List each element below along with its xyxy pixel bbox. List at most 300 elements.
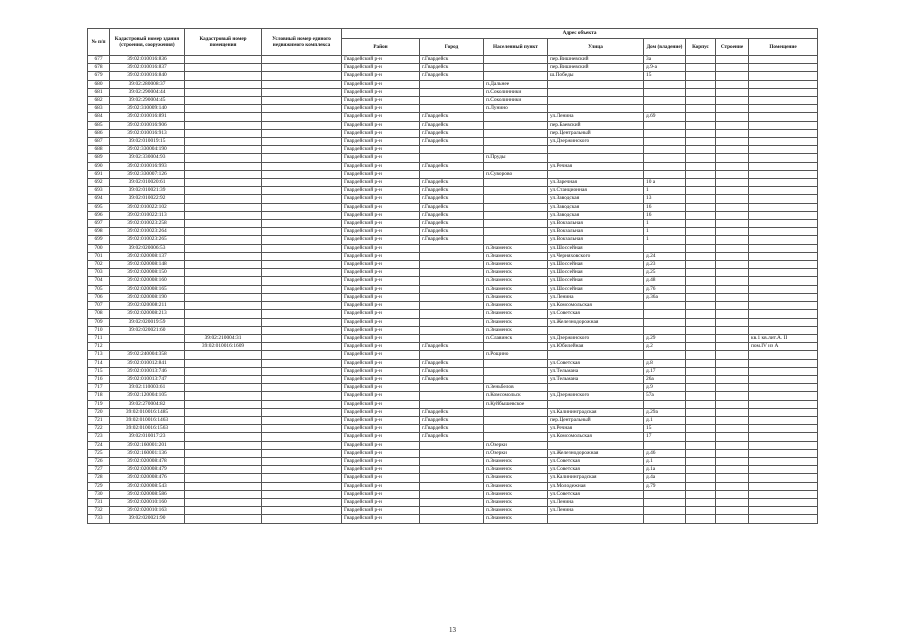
cell-locality: п.Славинск [484, 334, 548, 342]
cell-cadastral: 39:02:010023:265 [110, 236, 185, 244]
cell-room [749, 457, 818, 465]
cell-building [716, 187, 749, 195]
cell-city [420, 80, 484, 88]
cell-cadastral: 39:02:240004:358 [110, 351, 185, 359]
cell-conditional [262, 80, 342, 88]
cell-locality [484, 367, 548, 375]
table-row [88, 408, 818, 416]
table-row [88, 474, 818, 482]
cell-cadastral: 39:02:020008:148 [110, 261, 185, 269]
cell-city [420, 400, 484, 408]
cell-locality: п.Знаменск [484, 474, 548, 482]
cell-corpus [686, 220, 716, 228]
cell-locality: п.Пруды [484, 154, 548, 162]
cell-locality: п.Озерки [484, 441, 548, 449]
cell-room [749, 310, 818, 318]
cell-street [548, 146, 644, 154]
cell-num: 723 [88, 433, 110, 441]
cell-conditional [262, 302, 342, 310]
cell-building [716, 343, 749, 351]
cell-building [716, 408, 749, 416]
cell-street: ул.Советская [548, 490, 644, 498]
cell-room [749, 146, 818, 154]
cell-room [749, 269, 818, 277]
cell-city [420, 474, 484, 482]
cell-city [420, 261, 484, 269]
cell-street: ул.Комсомольская [548, 433, 644, 441]
cell-building [716, 97, 749, 105]
cell-house: 15 [644, 72, 686, 80]
cell-house: д.36а [644, 293, 686, 301]
cell-locality [484, 228, 548, 236]
cell-building [716, 179, 749, 187]
cell-street [548, 80, 644, 88]
cell-building [716, 203, 749, 211]
cell-street: ул.Речная [548, 425, 644, 433]
cell-corpus [686, 507, 716, 515]
table-row [88, 105, 818, 113]
cell-city [420, 466, 484, 474]
cell-district: Гвардейский р-н [342, 359, 420, 367]
cell-num: 687 [88, 138, 110, 146]
cell-room [749, 162, 818, 170]
cell-room [749, 187, 818, 195]
cell-cadastral: 39:02:020021:90 [110, 515, 185, 523]
cell-city: г.Гвардейск [420, 179, 484, 187]
cell-room [749, 351, 818, 359]
cell-building [716, 129, 749, 137]
cell-district: Гвардейский р-н [342, 433, 420, 441]
cell-room [749, 482, 818, 490]
cell-cadastral-room [185, 310, 262, 318]
cell-cadastral: 39:02:010012:841 [110, 359, 185, 367]
table-row [88, 244, 818, 252]
cell-room [749, 252, 818, 260]
cell-locality: п.Знаменск [484, 498, 548, 506]
cell-district: Гвардейский р-н [342, 146, 420, 154]
cell-room [749, 416, 818, 424]
cell-num: 711 [88, 334, 110, 342]
cell-district: Гвардейский р-н [342, 326, 420, 334]
cell-conditional [262, 277, 342, 285]
cell-locality: п.Знаменск [484, 285, 548, 293]
cell-num: 721 [88, 416, 110, 424]
cell-num: 690 [88, 162, 110, 170]
cell-cadastral: 39:02:010022:92 [110, 195, 185, 203]
cell-conditional [262, 138, 342, 146]
cell-corpus [686, 466, 716, 474]
cell-room [749, 113, 818, 121]
cell-house [644, 129, 686, 137]
cell-cadastral-room [185, 277, 262, 285]
cell-corpus [686, 105, 716, 113]
cell-street [548, 384, 644, 392]
cell-house: д.76 [644, 285, 686, 293]
cell-conditional [262, 392, 342, 400]
cell-building [716, 72, 749, 80]
cell-locality [484, 187, 548, 195]
cell-street [548, 351, 644, 359]
cell-num: 703 [88, 269, 110, 277]
cell-cadastral-room [185, 482, 262, 490]
cell-house: 16 [644, 211, 686, 219]
cell-locality: п.Знаменск [484, 244, 548, 252]
cell-room [749, 261, 818, 269]
cell-room [749, 375, 818, 383]
cell-cadastral: 39:02:020008:586 [110, 490, 185, 498]
cell-district: Гвардейский р-н [342, 449, 420, 457]
cell-city [420, 285, 484, 293]
cell-building [716, 449, 749, 457]
cell-street: ул.Речная [548, 162, 644, 170]
cell-corpus [686, 310, 716, 318]
cell-num: 718 [88, 392, 110, 400]
cell-num: 680 [88, 80, 110, 88]
cell-locality: п.Знаменск [484, 457, 548, 465]
cell-building [716, 498, 749, 506]
table-row [88, 80, 818, 88]
cell-locality: п.Знаменск [484, 277, 548, 285]
cell-conditional [262, 498, 342, 506]
cell-street: ул.Шоссейная [548, 261, 644, 269]
cell-room [749, 359, 818, 367]
cell-building [716, 367, 749, 375]
cell-cadastral-room [185, 367, 262, 375]
cell-street [548, 326, 644, 334]
cell-cadastral-room [185, 384, 262, 392]
table-row [88, 498, 818, 506]
cell-house: 16 [644, 203, 686, 211]
cell-house: 1 [644, 228, 686, 236]
cell-corpus [686, 187, 716, 195]
cell-room: кв.1 кв.лит.А. II [749, 334, 818, 342]
cell-district: Гвардейский р-н [342, 457, 420, 465]
cell-num: 702 [88, 261, 110, 269]
cell-city [420, 244, 484, 252]
cell-district: Гвардейский р-н [342, 302, 420, 310]
cell-city: г.Гвардейск [420, 113, 484, 121]
cell-cadastral-room [185, 351, 262, 359]
cell-district: Гвардейский р-н [342, 88, 420, 96]
cell-corpus [686, 482, 716, 490]
cell-locality [484, 195, 548, 203]
cell-city: г.Гвардейск [420, 343, 484, 351]
cell-room [749, 121, 818, 129]
cell-building [716, 359, 749, 367]
cell-corpus [686, 392, 716, 400]
cell-cadastral: 39:02:020021:60 [110, 326, 185, 334]
cell-locality [484, 236, 548, 244]
cell-num: 678 [88, 64, 110, 72]
cell-cadastral: 39:02:290004:44 [110, 88, 185, 96]
table-row [88, 375, 818, 383]
cell-city [420, 170, 484, 178]
cell-cadastral: 39:02:020008:190 [110, 293, 185, 301]
cell-num: 709 [88, 318, 110, 326]
cell-district: Гвардейский р-н [342, 261, 420, 269]
cell-district: Гвардейский р-н [342, 187, 420, 195]
cell-locality: п.Суворово [484, 170, 548, 178]
cell-house: д.46 [644, 449, 686, 457]
cell-corpus [686, 318, 716, 326]
table-row [88, 449, 818, 457]
cell-building [716, 433, 749, 441]
cell-num: 683 [88, 105, 110, 113]
cell-cadastral: 39:02:010023:264 [110, 228, 185, 236]
cell-room [749, 277, 818, 285]
cell-building [716, 490, 749, 498]
table-row [88, 466, 818, 474]
cell-cadastral-room [185, 170, 262, 178]
cell-cadastral: 39:02:290004:45 [110, 97, 185, 105]
cell-building [716, 285, 749, 293]
cell-street: ул.Тельмана [548, 367, 644, 375]
table-row [88, 425, 818, 433]
cell-building [716, 277, 749, 285]
cell-cadastral-room [185, 97, 262, 105]
cell-cadastral: 39:02:020010:163 [110, 507, 185, 515]
cell-conditional [262, 105, 342, 113]
table-row [88, 154, 818, 162]
table-row [88, 302, 818, 310]
cell-conditional [262, 343, 342, 351]
cell-city: г.Гвардейск [420, 195, 484, 203]
cell-street: пер.Центральный [548, 416, 644, 424]
cell-house: 3а [644, 56, 686, 64]
cell-conditional [262, 211, 342, 219]
cell-num: 733 [88, 515, 110, 523]
cell-district: Гвардейский р-н [342, 72, 420, 80]
table-row [88, 187, 818, 195]
cell-locality [484, 375, 548, 383]
cell-building [716, 228, 749, 236]
cell-locality: п.Знаменск [484, 466, 548, 474]
cell-cadastral: 39:02:010021:39 [110, 187, 185, 195]
cell-city: г.Гвардейск [420, 425, 484, 433]
cell-street: ул.Дзержинского [548, 392, 644, 400]
table-row [88, 162, 818, 170]
cell-cadastral-room [185, 203, 262, 211]
cell-district: Гвардейский р-н [342, 121, 420, 129]
table-row [88, 269, 818, 277]
cell-house: д.8 [644, 359, 686, 367]
cell-conditional [262, 482, 342, 490]
cell-room [749, 236, 818, 244]
cell-cadastral-room [185, 138, 262, 146]
cell-num: 706 [88, 293, 110, 301]
cell-city [420, 269, 484, 277]
cell-cadastral-room [185, 474, 262, 482]
cell-house: д.25 [644, 269, 686, 277]
cell-street: ул.Молодежная [548, 482, 644, 490]
cell-locality [484, 129, 548, 137]
cell-building [716, 334, 749, 342]
cell-district: Гвардейский р-н [342, 64, 420, 72]
cell-conditional [262, 56, 342, 64]
cell-num: 730 [88, 490, 110, 498]
cell-district: Гвардейский р-н [342, 482, 420, 490]
cell-cadastral-room [185, 416, 262, 424]
cell-conditional [262, 359, 342, 367]
cell-district: Гвардейский р-н [342, 138, 420, 146]
cell-district: Гвардейский р-н [342, 162, 420, 170]
cell-house: 57а [644, 392, 686, 400]
cell-num: 684 [88, 113, 110, 121]
cell-num: 701 [88, 252, 110, 260]
cell-house [644, 154, 686, 162]
cell-house: д.4а [644, 474, 686, 482]
cell-num: 695 [88, 203, 110, 211]
cell-num: 685 [88, 121, 110, 129]
cell-corpus [686, 170, 716, 178]
table-row [88, 400, 818, 408]
cell-district: Гвардейский р-н [342, 56, 420, 64]
cell-house [644, 400, 686, 408]
cell-district: Гвардейский р-н [342, 211, 420, 219]
cell-city [420, 293, 484, 301]
cell-room [749, 433, 818, 441]
cell-conditional [262, 326, 342, 334]
table-row [88, 146, 818, 154]
cell-house: д.2 [644, 343, 686, 351]
cell-locality [484, 425, 548, 433]
cell-cadastral-room [185, 457, 262, 465]
cell-num: 729 [88, 482, 110, 490]
cell-city: г.Гвардейск [420, 203, 484, 211]
cell-cadastral: 39:02:020008:479 [110, 466, 185, 474]
cell-building [716, 244, 749, 252]
cell-street: ул.Калининградская [548, 408, 644, 416]
cell-street: ул.Юбилейная [548, 343, 644, 351]
table-row [88, 228, 818, 236]
cell-cadastral: 39:02:020008:213 [110, 310, 185, 318]
cell-conditional [262, 515, 342, 523]
cell-street: ул.Заводская [548, 203, 644, 211]
cell-conditional [262, 244, 342, 252]
cell-house [644, 441, 686, 449]
cell-corpus [686, 384, 716, 392]
cell-num: 712 [88, 343, 110, 351]
cell-room [749, 80, 818, 88]
cell-cadastral-room [185, 285, 262, 293]
cell-district: Гвардейский р-н [342, 466, 420, 474]
cell-building [716, 482, 749, 490]
cell-locality [484, 162, 548, 170]
cell-cadastral-room [185, 88, 262, 96]
cell-corpus [686, 277, 716, 285]
cell-cadastral-room [185, 220, 262, 228]
cell-cadastral-room [185, 236, 262, 244]
cell-district: Гвардейский р-н [342, 105, 420, 113]
cell-room [749, 105, 818, 113]
col-header-cadastral: Кадастровый номер здания (строения, сооружения) [110, 29, 185, 56]
cell-conditional [262, 293, 342, 301]
cell-locality: п.Дальнее [484, 80, 548, 88]
cell-district: Гвардейский р-н [342, 236, 420, 244]
cell-street [548, 105, 644, 113]
col-header-cadastral-room: Кадастровый номер помещения [185, 29, 262, 56]
cell-conditional [262, 433, 342, 441]
cell-num: 696 [88, 211, 110, 219]
cell-cadastral [110, 334, 185, 342]
table-row [88, 138, 818, 146]
cell-corpus [686, 88, 716, 96]
table-row [88, 351, 818, 359]
cell-room [749, 515, 818, 523]
cell-house: 13 [644, 195, 686, 203]
cell-cadastral: 39:02:010016:993 [110, 162, 185, 170]
cell-building [716, 466, 749, 474]
cell-building [716, 375, 749, 383]
cell-city: г.Гвардейск [420, 56, 484, 64]
cell-locality [484, 211, 548, 219]
cell-cadastral-room [185, 195, 262, 203]
cell-city [420, 105, 484, 113]
cell-corpus [686, 64, 716, 72]
cell-num: 714 [88, 359, 110, 367]
cell-cadastral-room [185, 392, 262, 400]
cell-corpus [686, 236, 716, 244]
cell-house [644, 80, 686, 88]
cell-building [716, 384, 749, 392]
cell-num: 686 [88, 129, 110, 137]
table-row [88, 507, 818, 515]
cell-cadastral-room [185, 105, 262, 113]
cell-num: 715 [88, 367, 110, 375]
cell-locality: п.Знаменск [484, 269, 548, 277]
cell-city: г.Гвардейск [420, 138, 484, 146]
cell-conditional [262, 146, 342, 154]
cell-cadastral: 39:02:020008:160 [110, 277, 185, 285]
cell-city [420, 507, 484, 515]
cell-corpus [686, 515, 716, 523]
cell-district: Гвардейский р-н [342, 351, 420, 359]
cell-district: Гвардейский р-н [342, 277, 420, 285]
cell-room [749, 138, 818, 146]
cell-conditional [262, 474, 342, 482]
cell-city: г.Гвардейск [420, 187, 484, 195]
cell-cadastral: 39:02:010016:906 [110, 121, 185, 129]
cell-num: 691 [88, 170, 110, 178]
cell-house [644, 97, 686, 105]
cell-num: 724 [88, 441, 110, 449]
cell-city [420, 146, 484, 154]
cell-conditional [262, 425, 342, 433]
cell-locality [484, 64, 548, 72]
cell-district: Гвардейский р-н [342, 441, 420, 449]
cell-locality: п.Знаменск [484, 252, 548, 260]
cell-room [749, 474, 818, 482]
cell-locality: п.Знаменск [484, 293, 548, 301]
cell-house [644, 121, 686, 129]
cell-cadastral-room [185, 269, 262, 277]
cell-city [420, 392, 484, 400]
cell-corpus [686, 490, 716, 498]
cell-street: пер.Вишневский [548, 64, 644, 72]
cell-district: Гвардейский р-н [342, 97, 420, 105]
cell-building [716, 211, 749, 219]
cell-locality: п.Соколинники [484, 97, 548, 105]
cell-corpus [686, 203, 716, 211]
cell-corpus [686, 474, 716, 482]
table-row [88, 88, 818, 96]
cell-room [749, 449, 818, 457]
cell-city [420, 334, 484, 342]
cell-cadastral: 39:02:020008:211 [110, 302, 185, 310]
cell-district: Гвардейский р-н [342, 408, 420, 416]
cell-street: ул.Черняховского [548, 252, 644, 260]
table-row [88, 490, 818, 498]
